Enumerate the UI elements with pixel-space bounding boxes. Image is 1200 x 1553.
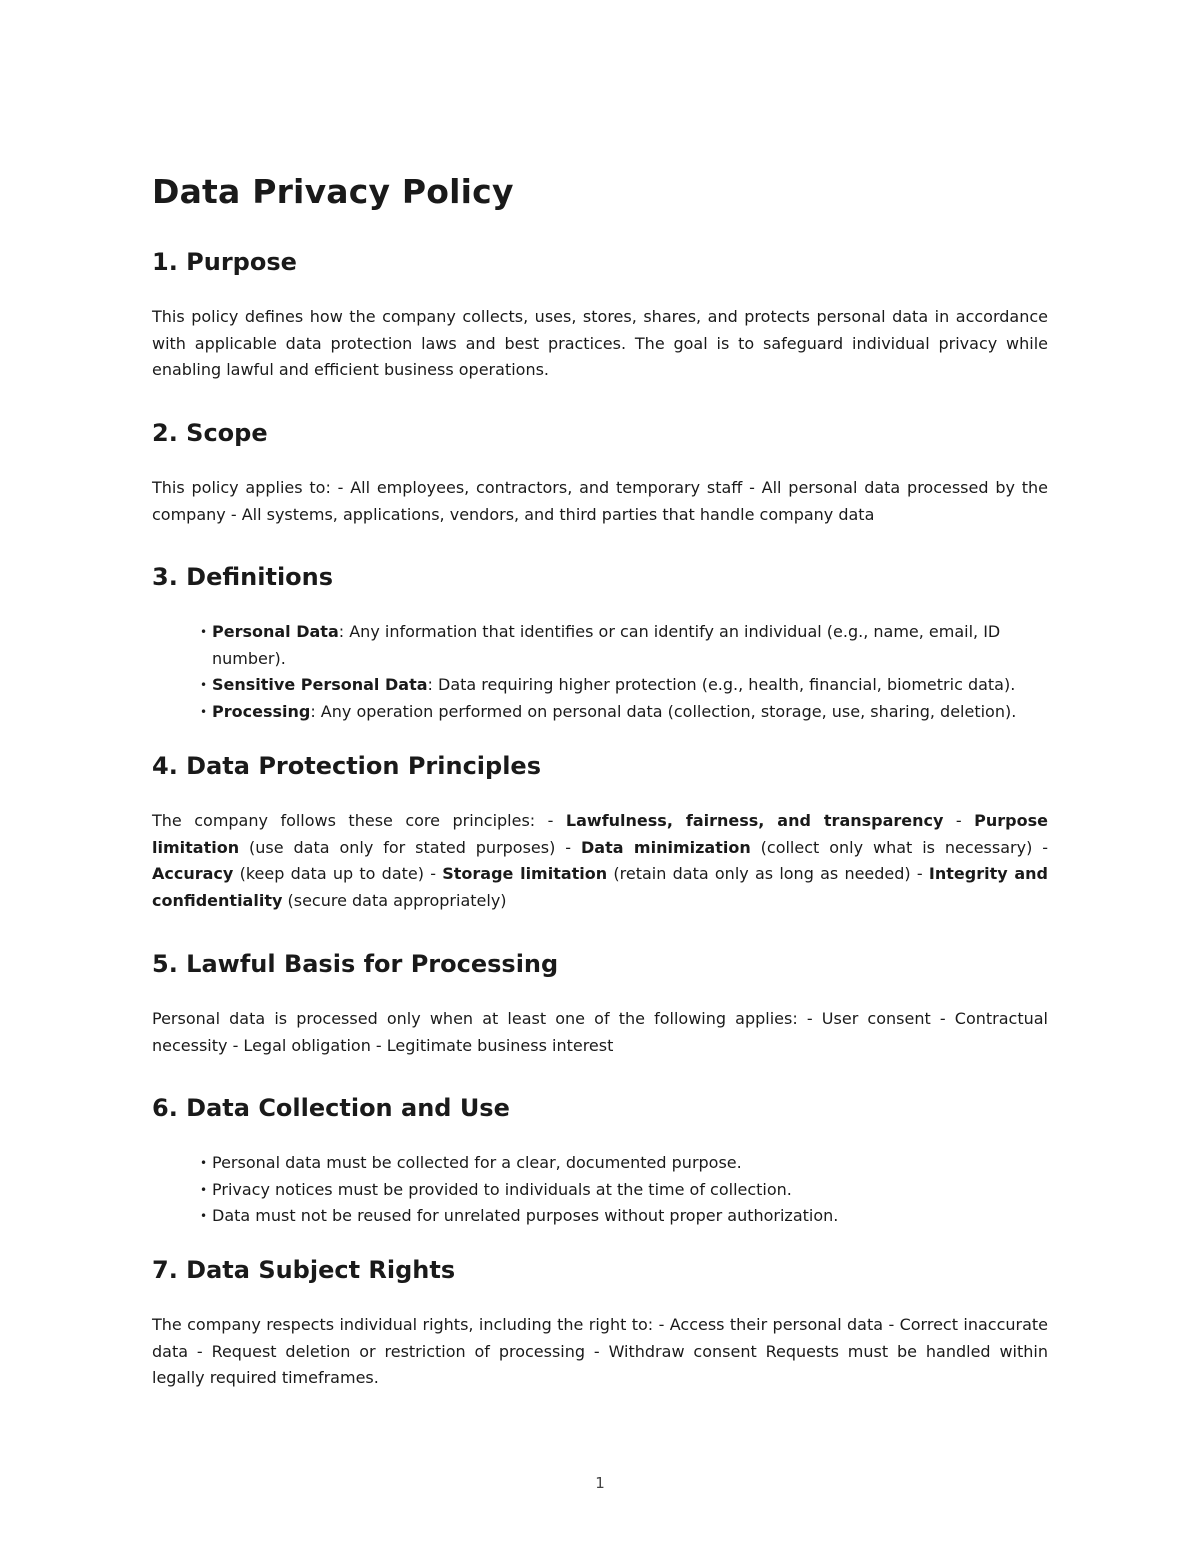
section-scope: [152, 417, 1048, 528]
scope-paragraph: This policy applies to: - All employees, contractors, and temporary staff - All personal data processed by the company - All systems, applications, vendors, and third parties that handle company data: [152, 478, 1048, 524]
section-principles: [152, 750, 1048, 914]
section-heading-principles: 4. Data Protection Principles: [152, 752, 541, 780]
definition-text: : Data requiring higher protection (e.g., health, financial, biometric data).: [427, 675, 1016, 694]
list-item: [200, 699, 1048, 726]
section-rights: [152, 1254, 1048, 1392]
section-heading-rights: 7. Data Subject Rights: [152, 1256, 456, 1284]
principle-term: Accuracy: [152, 864, 234, 883]
list-item: [200, 619, 1048, 672]
section-purpose: [152, 246, 1048, 384]
principle-text: (retain data only as long as needed) -: [607, 864, 929, 883]
purpose-paragraph: This policy defines how the company collects, uses, stores, shares, and protects personal data in accordance with applicable data protection laws and best practices. The goal is to safeguard individual privacy while enabling lawful and efficient business operations.: [152, 307, 1048, 379]
collection-list: [152, 1150, 1048, 1230]
principles-intro: The company follows these core principles: -: [152, 811, 566, 830]
definitions-list: [152, 619, 1048, 725]
principle-text: (collect only what is necessary) -: [750, 837, 1049, 857]
principle-term: Lawfulness, fairness, and transparency: [565, 811, 944, 830]
list-item: • Personal data must be collected for a clear, documented purpose.: [200, 1150, 1048, 1177]
principle-text: (secure data appropriately): [282, 890, 507, 910]
section-heading-definitions: 3. Definitions: [152, 563, 334, 591]
lawful-basis-paragraph: Personal data is processed only when at least one of the following applies: - User consent - Contractual necessity - Legal obligation - Legitimate business interest: [152, 1009, 1048, 1055]
page-number: 1: [595, 1474, 605, 1492]
section-heading-scope: 2. Scope: [152, 419, 268, 447]
principle-term: Data minimization: [580, 837, 751, 857]
list-item: • Privacy notices must be provided to individuals at the time of collection.: [200, 1177, 1048, 1204]
section-heading-lawful-basis: 5. Lawful Basis for Processing: [152, 950, 559, 978]
definition-term: Sensitive Personal Data: [212, 675, 428, 694]
principle-separator: -: [943, 811, 975, 830]
section-collection: [152, 1092, 1048, 1230]
section-heading-collection: 6. Data Collection and Use: [152, 1094, 510, 1122]
definition-text: : Any operation performed on personal data (collection, storage, use, sharing, deletion).: [310, 701, 1017, 721]
definition-term: Personal Data: [212, 622, 339, 641]
list-item: • Data must not be reused for unrelated purposes without proper authorization.: [200, 1203, 1048, 1230]
principle-text: (keep data up to date) -: [233, 864, 443, 883]
principles-paragraph: [152, 808, 1048, 914]
section-definitions: [152, 561, 1048, 725]
rights-paragraph: The company respects individual rights, including the right to: - Access their personal data - Correct inaccurate data - Request deletion or restriction of processing - Withdraw consent Requests must be handled within legally required timeframes.: [152, 1315, 1048, 1387]
document-page: [152, 0, 1048, 1553]
principle-term: Purpose limitation: [152, 811, 1048, 857]
principle-term: Storage limitation: [442, 864, 608, 883]
list-item: [200, 672, 1048, 699]
definition-term: Processing: [212, 701, 311, 721]
section-lawful-basis: [152, 948, 1048, 1059]
principle-term: Integrity and confidentiality: [152, 864, 1049, 910]
definition-text: : Any information that identifies or can identify an individual (e.g., name, email, ID number).: [212, 622, 1001, 668]
document-title: Data Privacy Policy: [152, 172, 514, 211]
section-heading-purpose: 1. Purpose: [152, 248, 297, 276]
principle-text: (use data only for stated purposes) -: [239, 837, 581, 857]
